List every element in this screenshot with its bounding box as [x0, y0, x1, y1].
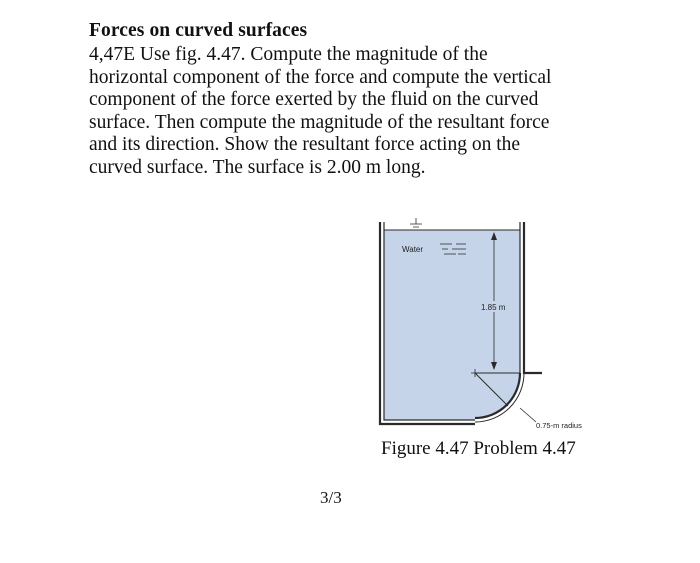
- problem-line: surface. Then compute the magnitude of the resultant force: [89, 111, 550, 133]
- water-label: Water: [402, 245, 424, 254]
- section-heading: Forces on curved surfaces: [89, 20, 308, 41]
- figure-caption: Figure 4.47 Problem 4.47: [381, 438, 576, 459]
- problem-line: horizontal component of the force and compute the vertical: [89, 66, 552, 88]
- problem-line: curved surface. The surface is 2.00 m long.: [89, 156, 426, 178]
- radius-label: 0.75-m radius: [536, 421, 582, 430]
- problem-line: component of the force exerted by the fluid on the curved: [89, 89, 539, 111]
- problem-statement: [89, 44, 649, 180]
- depth-label: 1.85 m: [481, 303, 506, 312]
- tank-figure: [370, 208, 582, 438]
- problem-line: and its direction. Show the resultant force acting on the: [89, 134, 521, 156]
- free-surface-symbol: [410, 218, 422, 230]
- radius-leader: [520, 408, 536, 422]
- problem-line: 4,47E Use fig. 4.47. Compute the magnitude of the: [89, 44, 488, 65]
- page-number: 3/3: [320, 488, 342, 507]
